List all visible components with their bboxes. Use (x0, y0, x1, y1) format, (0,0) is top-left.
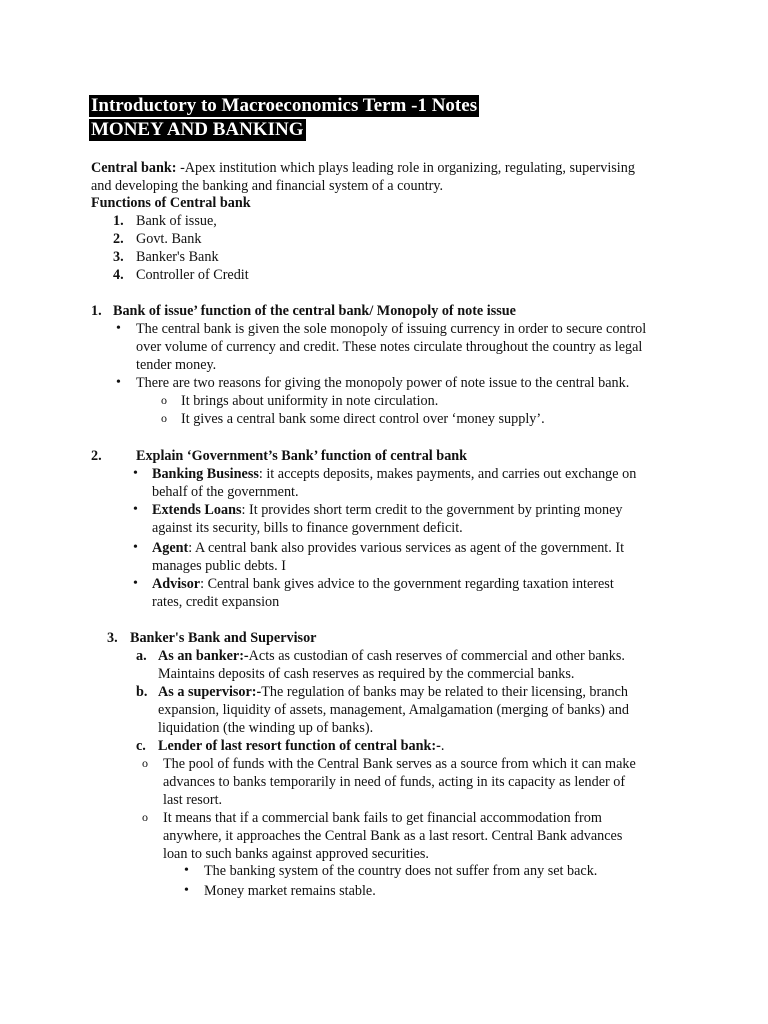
section3-letter: b. (136, 684, 148, 700)
document-subtitle: MONEY AND BANKING (91, 119, 304, 140)
bullet-disc-icon: • (184, 883, 189, 898)
section1-number: 1. (91, 303, 102, 319)
section1-bullet1-line: The central bank is given the sole monopoly of issuing currency in order to secure control (136, 321, 647, 337)
section2-item-extends-loans (152, 501, 623, 519)
as-banker-text: Acts as custodian of cash reserves of commercial and other banks. (248, 648, 625, 664)
bullet-circle-icon: o (142, 756, 148, 770)
section2-item-line: rates, credit expansion (152, 594, 280, 610)
section3-item-as-banker (158, 647, 625, 665)
section2-heading: Explain ‘Government’s Bank’ function of central bank (136, 448, 468, 464)
section1-bullet1-line: tender money. (136, 357, 217, 373)
section3-sub-line: last resort. (163, 792, 223, 808)
section3-sub-line: It means that if a commercial bank fails to get financial accommodation from (163, 810, 602, 826)
bullet-disc-icon: • (133, 540, 138, 555)
intro-definition-line1 (91, 159, 635, 177)
bullet-circle-icon: o (142, 810, 148, 824)
section3-item-line: liquidation (the winding up of banks). (158, 720, 374, 736)
extends-loans-term: Extends Loans (152, 502, 242, 518)
section2-item-line: behalf of the government. (152, 484, 299, 500)
advisor-text: : Central bank gives advice to the government regarding taxation interest (200, 576, 614, 592)
intro-definition-line2: and developing the banking and financial system of a country. (91, 178, 444, 194)
bullet-disc-icon: • (133, 502, 138, 517)
function-number: 2. (113, 231, 124, 247)
section3-item-line: Maintains deposits of cash reserves as required by the commercial banks. (158, 666, 575, 682)
functions-heading: Functions of Central bank (91, 195, 251, 211)
as-supervisor-term: As a supervisor:- (158, 684, 262, 700)
section3-heading: Banker's Bank and Supervisor (130, 630, 317, 646)
section3-sub-line: loan to such banks against approved securities. (163, 846, 429, 862)
function-number: 1. (113, 213, 124, 229)
function-item: Banker's Bank (136, 249, 219, 265)
section3-number: 3. (107, 630, 118, 646)
section1-bullet2: There are two reasons for giving the monopoly power of note issue to the central bank. (136, 375, 630, 391)
agent-text: : A central bank also provides various services as agent of the government. It (188, 540, 625, 556)
function-number: 3. (113, 249, 124, 265)
extends-loans-text: : It provides short term credit to the government by printing money (241, 502, 623, 518)
as-banker-term: As an banker:- (158, 648, 249, 664)
bullet-disc-icon: • (116, 321, 121, 336)
section3-sub-line: The pool of funds with the Central Bank serves as a source from which it can make (163, 756, 636, 772)
section2-item-advisor (152, 575, 614, 593)
section2-item-banking-business (152, 465, 636, 483)
lender-term: Lender of last resort function of central bank:- (158, 738, 441, 754)
advisor-term: Advisor (152, 576, 201, 592)
document-title: Introductory to Macroeconomics Term -1 Notes (91, 95, 478, 116)
section3-item-lender (158, 737, 444, 755)
function-item: Controller of Credit (136, 267, 249, 283)
central-bank-term: Central bank: (91, 160, 177, 176)
section3-letter: a. (136, 648, 147, 664)
function-item: Govt. Bank (136, 231, 202, 247)
section3-deep-bullet: Money market remains stable. (204, 883, 376, 899)
bullet-disc-icon: • (133, 466, 138, 481)
banking-business-text: : it accepts deposits, makes payments, and carries out exchange on (258, 466, 637, 482)
bullet-disc-icon: • (133, 576, 138, 591)
lender-tail: . (440, 738, 445, 754)
banking-business-term: Banking Business (152, 466, 259, 482)
as-supervisor-text: The regulation of banks may be related to their licensing, branch (261, 684, 629, 700)
function-item: Bank of issue, (136, 213, 217, 229)
bullet-circle-icon: o (161, 393, 167, 407)
bullet-circle-icon: o (161, 411, 167, 425)
function-number: 4. (113, 267, 124, 283)
section3-sub-line: advances to banks temporarily in need of funds, acting in its capacity as lender of (163, 774, 626, 790)
bullet-disc-icon: • (184, 863, 189, 878)
section3-item-as-supervisor (158, 683, 628, 701)
agent-term: Agent (152, 540, 189, 556)
section1-sub-bullet1: It brings about uniformity in note circulation. (181, 393, 439, 409)
section3-letter: c. (136, 738, 146, 754)
section2-item-line: manages public debts. I (152, 558, 286, 574)
section3-deep-bullet: The banking system of the country does not suffer from any set back. (204, 863, 598, 879)
section1-bullet1-line: over volume of currency and credit. These notes circulate throughout the country as legal (136, 339, 643, 355)
section1-heading: Bank of issue’ function of the central bank/ Monopoly of note issue (113, 303, 516, 319)
section3-sub-line: anywhere, it approaches the Central Bank as a last resort. Central Bank advances (163, 828, 623, 844)
section2-number: 2. (91, 448, 102, 464)
central-bank-definition: -Apex institution which plays leading role in organizing, regulating, supervising (176, 160, 635, 176)
bullet-disc-icon: • (116, 375, 121, 390)
section1-sub-bullet2: It gives a central bank some direct control over ‘money supply’. (181, 411, 545, 427)
section3-item-line: expansion, liquidity of assets, management, Amalgamation (merging of banks) and (158, 702, 629, 718)
section2-item-agent (152, 539, 624, 557)
section2-item-line: against its security, bills to finance government deficit. (152, 520, 463, 536)
